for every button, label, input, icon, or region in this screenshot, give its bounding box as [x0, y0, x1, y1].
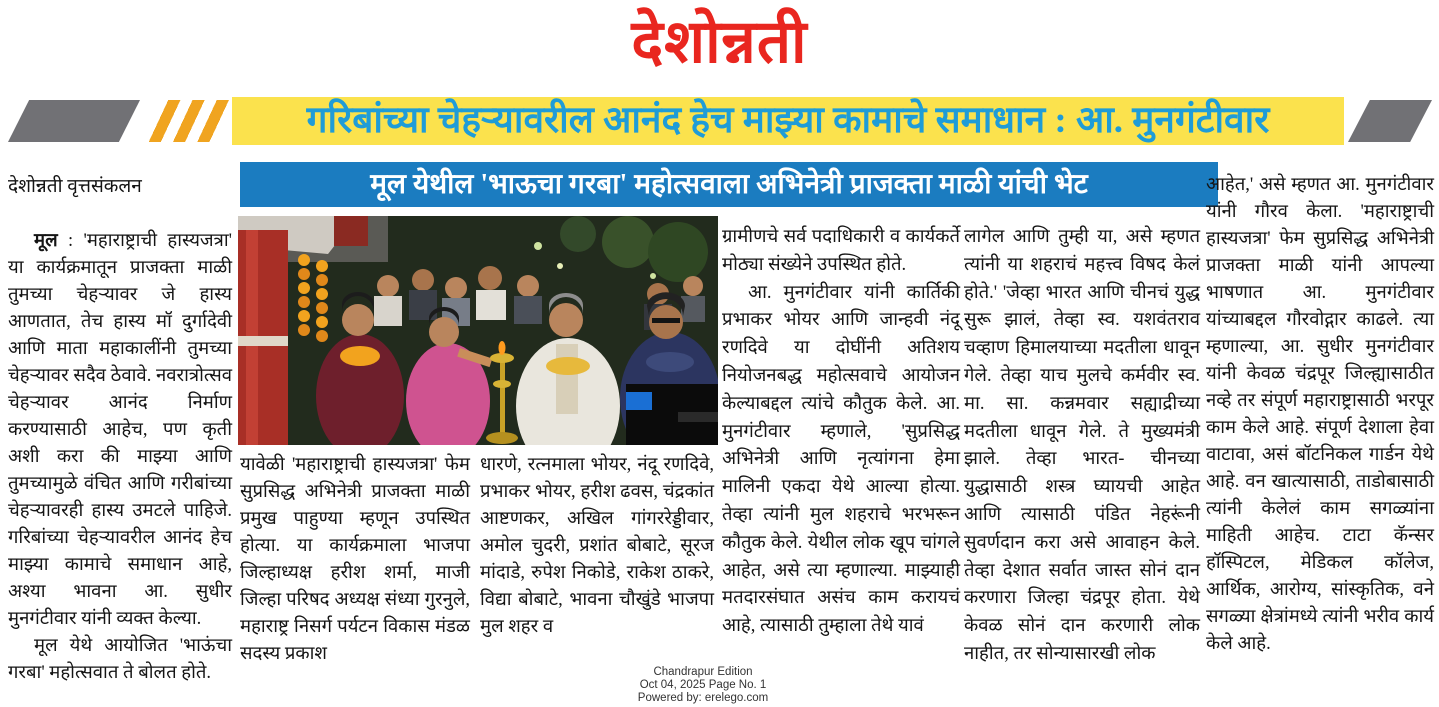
- paragraph: [8, 228, 232, 633]
- article-photo: [238, 216, 718, 445]
- paragraph: यावेळी 'महाराष्ट्राची हास्यजत्रा' फेम सुप्रसिद्ध अभिनेत्री प्राजक्ता माळी प्रमुख पाहुण्या म्हणून उपस्थित होत्या. या कार्यक्रमाला भाजपा जिल्हाध्यक्ष हरीश शर्मा, माजी जिल्हा परिषद अध्यक्ष संध्या गुरनुले, महाराष्ट्र निसर्ग पर्यटन विकास मंडळ सदस्य प्रकाश: [240, 455, 470, 664]
- article-column-1: [8, 228, 232, 687]
- paragraph: ग्रामीणचे सर्व पदाधिकारी व कार्यकर्ते मोठ्या संख्येने उपस्थित होते.: [722, 227, 960, 275]
- article-column-3: [480, 452, 714, 641]
- left-gray-bar-decoration: [8, 100, 140, 142]
- photo-illustration: [238, 216, 718, 445]
- powered-by: Powered by: erelego.com: [637, 692, 769, 704]
- paragraph: लागेल आणि तुम्ही या, असे म्हणत त्यांनी या शहराचं महत्त्व विषद केलं होते.' 'जेव्हा भारत आणि चीनचं युद्ध सुरू झालं, तेव्हा स्व. यशवंतराव चव्हाण हिमालयाच्या मदतीला धावून गेले. तेव्हा याच मुलचे कर्मवीर स्व. मा. सा. कन्नमवार सह्याद्रीच्या मदतीला धावून गेले. ते मुख्यमंत्री झाले. तेव्हा भारत- चीनच्या युद्धासाठी शस्त्र घ्यायची आहेत आणि त्यासाठी पंडित नेहरूंनी सुवर्णदान करा असे आवाहन केले. तेव्हा देशात सर्वात जास्त सोनं दान करणारा जिल्हा चंद्रपूर होता. येथे केवळ सोनं दान करणारी लोक नाहीत, तर सोन्यासारखी लोक: [964, 227, 1200, 664]
- article-column-6: [1206, 172, 1434, 658]
- article-column-5: [964, 224, 1200, 669]
- edition-name: Chandrapur Edition: [653, 666, 753, 678]
- paragraph: आ. मुनगंटीवार यांनी कार्तिकी प्रभाकर भोयर आणि जान्हवी नंदू रणदिवे या दोघींनी अतिशय नियोजनबद्ध महोत्सवाचे आयोजन केल्याबद्दल त्यांचे कौतुक केले. आ. मुनगंटीवार म्हणाले, 'सुप्रसिद्ध अभिनेत्री आणि नृत्यांगना हेमा मालिनी एकदा येथे आल्या होत्या. तेव्हा त्यांनी मुल शहराचे भरभरून कौतुक केले. येथील लोक खूप चांगले आहेत, असे त्या म्हणाल्या. माझ्याही मतदारसंघात असंच काम करायचं आहे, त्यासाठी तुम्हाला तेथे यावं: [722, 282, 960, 637]
- orange-stripes-decoration: [144, 100, 230, 142]
- right-gray-bar-decoration: [1348, 100, 1432, 142]
- article-column-2: [240, 452, 470, 668]
- sub-headline-bar: मूल येथील 'भाऊचा गरबा' महोत्सवाला अभिनेत्री प्राजक्ता माळी यांची भेट: [240, 162, 1218, 207]
- paragraph: आहेत,' असे म्हणत आ. मुनगंटीवार यांनी गौरव केला. 'महाराष्ट्राची हास्यजत्रा' फेम सुप्रसिद्ध अभिनेत्री प्राजक्ता माळी यांनी आपल्या भाषणात आ. मुनगंटीवार यांच्याबद्दल गौरवोद्गार काढले. त्या म्हणाल्या, आ. सुधीर मुनगंटीवार यांनी केवळ चंद्रपूर जिल्ह्यासाठीत नव्हे तर संपूर्ण महाराष्ट्रासाठी भरपूर काम केले आहे. संपूर्ण देशाला हेवा वाटावा, असं बॉटनिकल गार्डन येथे आहे. वन खात्यासाठी, ताडोबासाठी त्यांनी केलेलं काम सगळ्यांना माहिती आहेच. टाटा कॅन्सर हॉस्पिटल, मेडिकल कॉलेज, आर्थिक, आरोग्य, सांस्कृतिक, वने सगळ्या क्षेत्रांमध्ये त्यांनी भरीव कार्य केले आहे.: [1206, 175, 1434, 654]
- edition-footer: [0, 666, 1406, 705]
- article-column-4: [722, 224, 960, 641]
- main-headline: गरिबांच्या चेहऱ्यावरील आनंद हेच माझ्या कामाचे समाधान : आ. मुनगंटीवार: [306, 100, 1270, 141]
- paragraph: मूल येथे आयोजित 'भाऊंचा गरबा' महोत्सवात ते बोलत होते.: [8, 636, 232, 683]
- paragraph: धारणे, रत्नमाला भोयर, नंदू रणदिवे, प्रभाकर भोयर, हरीश ढवस, चंद्रकांत आष्टणकर, अखिल गांगररेड्डीवार, अमोल चुदरी, प्रशांत बोबाटे, सूरज मांदाडे, रुपेश निकोडे, राकेश ठाकरे, विद्या बोबाटे, भावना चौखुंडे भाजपा मुल शहर व: [480, 455, 714, 637]
- headline-highlight-band: [232, 97, 1344, 145]
- byline: देशोन्नती वृत्तसंकलन: [8, 176, 142, 197]
- paragraph-text: : 'महाराष्ट्राची हास्यजत्रा' या कार्यक्रमातून प्राजक्ता माळी तुमच्या चेहऱ्यावर जे हास्य आणतात, तेच हास्य मॉ दुर्गादेवी आणि माता महाकालींनी तुमच्या चेहऱ्यावर सदैव ठेवावे. नवरात्रोत्सव चेहऱ्यावर आनंद निर्माण करण्यासाठी आहेच, पण कृती अशी करा की माझ्या आणि तुमच्यामुळे वंचित आणि गरीबांच्या चेहऱ्यावरही हास्य उमटले पाहिजे. गरिबांच्या चेहऱ्यावरील आनंद हेच माझ्या कामाचे समाधान आहे, अश्या भावना आ. सुधीर मुनगंटीवार यांनी व्यक्त केल्या.: [8, 231, 232, 629]
- lede-word: मूल: [34, 231, 58, 251]
- edition-date-page: Oct 04, 2025 Page No. 1: [639, 679, 767, 691]
- masthead-title: देशोन्नती: [631, 7, 808, 77]
